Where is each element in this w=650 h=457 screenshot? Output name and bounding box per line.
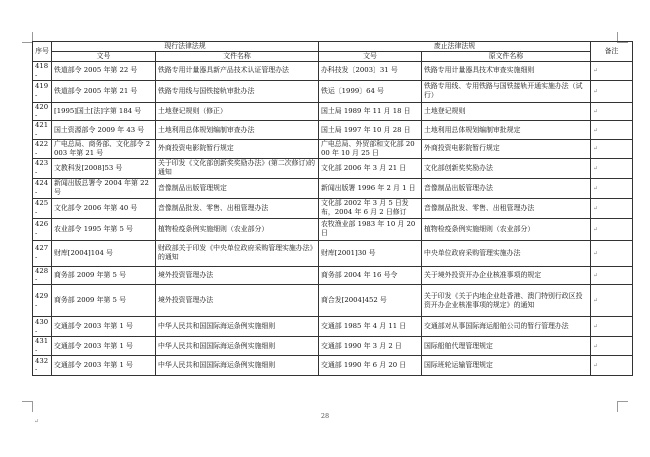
current-document-name: 境外投资管理办法 [156,266,319,285]
current-document-name: 铁路专用计量器具新产品技术认证管理办法 [156,62,319,81]
row-number: 425- [33,198,52,218]
paragraph-mark: ↵ [593,184,599,192]
paragraph-mark: ↵ [593,362,599,370]
note-cell [591,317,633,337]
current-doc-number: [1995]国土[法]字第 184 号 [52,102,156,121]
abolished-document-name: 关于境外投资开办企业核准事项的规定 [422,266,591,285]
current-doc-number: 交通部令 2003 年第 1 号 [52,337,156,356]
current-doc-header: 文号 [52,52,156,62]
row-number: 429- [33,285,52,317]
current-doc-number: 铁道部令 2005 年第 22 号 [52,62,156,81]
abolished-document-name: 国际船舶代理管理规定 [422,337,591,356]
abolished-doc-number: 文化部 2002 年 3 月 5 日发布，2004 年 6 月 2 日修订 [319,198,422,218]
abolished-document-name: 铁路专用线、专用铁路与国铁接轨开通实施办法（试行） [422,80,591,102]
current-document-name: 中华人民共和国国际海运条例实施细则 [156,337,319,356]
row-number: 419- [33,80,52,102]
table-row [33,121,633,140]
paragraph-mark: ↵ [593,164,599,172]
abolished-name-header: 原文件名称 [422,52,591,62]
note-cell [591,198,633,218]
current-document-name: 中华人民共和国国际海运条例实施细则 [156,317,319,337]
current-doc-number: 交通部令 2003 年第 1 号 [52,355,156,375]
note-cell [591,218,633,240]
abolished-doc-number: 国土局 1997 年 10 月 28 日 [319,121,422,140]
row-number: 422- [33,139,52,158]
paragraph-mark: ↵ [593,204,599,212]
note-cell [591,158,633,178]
table-row [33,317,633,337]
current-document-name: 土地利用总体规划编制审查办法 [156,121,319,140]
note-cell [591,178,633,198]
note-header: 备注 [591,42,633,62]
paragraph-mark: ↵ [593,145,599,153]
note-cell [591,102,633,121]
note-cell [591,285,633,317]
row-number: 432- [33,355,52,375]
paragraph-mark: ↵ [593,108,599,116]
table-row [33,337,633,356]
row-number: 427- [33,240,52,266]
paragraph-mark: ↵ [593,342,599,350]
paragraph-mark: ↵ [593,249,599,257]
current-document-name: 土地登记规则（修正） [156,102,319,121]
abolished-doc-number: 财库[2001]30 号 [319,240,422,266]
current-document-name: 植物检疫条例实施细则（农业部分） [156,218,319,240]
current-document-name: 音像制品批发、零售、出租管理办法 [156,198,319,218]
note-cell [591,240,633,266]
current-doc-number: 国土资源部令 2009 年 43 号 [52,121,156,140]
current-document-name: 财政部关于印发《中央单位政府采购管理实施办法》的通知 [156,240,319,266]
abolished-doc-number: 商务部 2004 年 16 号令 [319,266,422,285]
abolished-document-name: 文化部创新奖奖励办法 [422,158,591,178]
note-cell [591,337,633,356]
note-cell [591,62,633,81]
row-number: 423- [33,158,52,178]
current-doc-number: 广电总局、商务部、文化部令 2003 年第 21 号 [52,139,156,158]
paragraph-mark: ↵ [34,418,40,425]
crop-mark-bottom-right [617,401,628,412]
table-row [33,266,633,285]
paragraph-mark: ↵ [593,323,599,331]
table-row [33,139,633,158]
abolished-doc-number: 交通部 1985 年 4 月 11 日 [319,317,422,337]
abolished-doc-number: 文化部 2006 年 3 月 21 日 [319,158,422,178]
abolished-doc-number: 交通部 1990 年 3 月 2 日 [319,337,422,356]
paragraph-mark: ↵ [593,225,599,233]
abolished-group-header: 废止法律法规 [319,42,591,52]
abolished-document-name: 土地利用总体规划编制审批规定 [422,121,591,140]
note-cell [591,121,633,140]
abolished-doc-number: 办科技发〔2003〕31 号 [319,62,422,81]
current-doc-number: 商务部 2009 年第 5 号 [52,266,156,285]
current-document-name: 关于印发《文化部创新奖奖励办法》(第二次修订)的通知 [156,158,319,178]
page-number: 28 [320,412,330,420]
note-cell [591,266,633,285]
abolished-doc-number: 商合发[2004]452 号 [319,285,422,317]
abolished-doc-number: 农牧渔业部 1983 年 10 月 20 日 [319,218,422,240]
row-number: 431- [33,337,52,356]
current-doc-number: 新闻出版总署令 2004 年第 22 号 [52,178,156,198]
abolished-document-name: 音像制品批发、零售、出租管理办法 [422,198,591,218]
row-number: 428- [33,266,52,285]
current-doc-number: 文教科发[2008]53 号 [52,158,156,178]
note-cell [591,139,633,158]
table-row [33,198,633,218]
current-doc-number: 商务部 2009 年第 5 号 [52,285,156,317]
table-row [33,240,633,266]
current-doc-number: 农业部令 1995 年第 5 号 [52,218,156,240]
row-number: 421- [33,121,52,140]
current-document-name: 中华人民共和国国际海运条例实施细则 [156,355,319,375]
table-row [33,102,633,121]
note-cell [591,355,633,375]
current-document-name: 音像制品出版管理规定 [156,178,319,198]
seq-header: 序号 [33,42,52,62]
row-number: 426- [33,218,52,240]
law-table [32,41,633,376]
current-document-name: 境外投资管理办法 [156,285,319,317]
paragraph-mark: ↵ [593,126,599,134]
abolished-document-name: 中央单位政府采购管理实施办法 [422,240,591,266]
paragraph-mark: ↵ [593,272,599,280]
abolished-doc-header: 文号 [319,52,422,62]
abolished-document-name: 铁路专用计量器具技术审查实施细则 [422,62,591,81]
row-number: 418- [33,62,52,81]
current-doc-number: 铁道部令 2005 年第 21 号 [52,80,156,102]
table-row [33,80,633,102]
abolished-doc-number: 国土局 1989 年 11 月 18 日 [319,102,422,121]
header-row-columns [33,52,633,62]
abolished-document-name: 国际班轮运输管理规定 [422,355,591,375]
paragraph-mark: ↵ [593,67,599,75]
current-doc-number: 交通部令 2003 年第 1 号 [52,317,156,337]
table-body [33,62,633,376]
table-row [33,218,633,240]
abolished-document-name: 植物检疫条例实施细则（农业部分） [422,218,591,240]
abolished-doc-number: 广电总局、外贸部和文化部 2000 年 10 月 25 日 [319,139,422,158]
abolished-document-name: 土地登记规则 [422,102,591,121]
current-document-name: 铁路专用线与国铁接轨审批办法 [156,80,319,102]
abolished-doc-number: 铁运〔1999〕64 号 [319,80,422,102]
abolished-document-name: 交通部对从事国际海运船舶公司的暂行管理办法 [422,317,591,337]
header-row-group [33,42,633,52]
table-row [33,285,633,317]
current-document-name: 外商投资电影院暂行规定 [156,139,319,158]
abolished-doc-number: 新闻出版署 1996 年 2 月 1 日 [319,178,422,198]
table-row [33,178,633,198]
abolished-document-name: 音像制品出版管理办法 [422,178,591,198]
row-number: 430- [33,317,52,337]
table-row [33,62,633,81]
abolished-document-name: 关于印发《关于内地企业赴香港、澳门特别行政区投资开办企业核准事项的规定》的通知 [422,285,591,317]
abolished-doc-number: 交通部 1990 年 6 月 20 日 [319,355,422,375]
table-row [33,158,633,178]
current-doc-number: 财库[2004]104 号 [52,240,156,266]
current-group-header: 现行法律法规 [52,42,319,52]
crop-mark-bottom-left [22,401,33,412]
paragraph-mark: ↵ [593,297,599,305]
note-cell [591,80,633,102]
abolished-document-name: 外商投资电影院暂行规定 [422,139,591,158]
current-doc-number: 文化部令 2006 年第 40 号 [52,198,156,218]
row-number: 420- [33,102,52,121]
row-number: 424- [33,178,52,198]
table-row [33,355,633,375]
current-name-header: 文件名称 [156,52,319,62]
paragraph-mark: ↵ [593,87,599,95]
